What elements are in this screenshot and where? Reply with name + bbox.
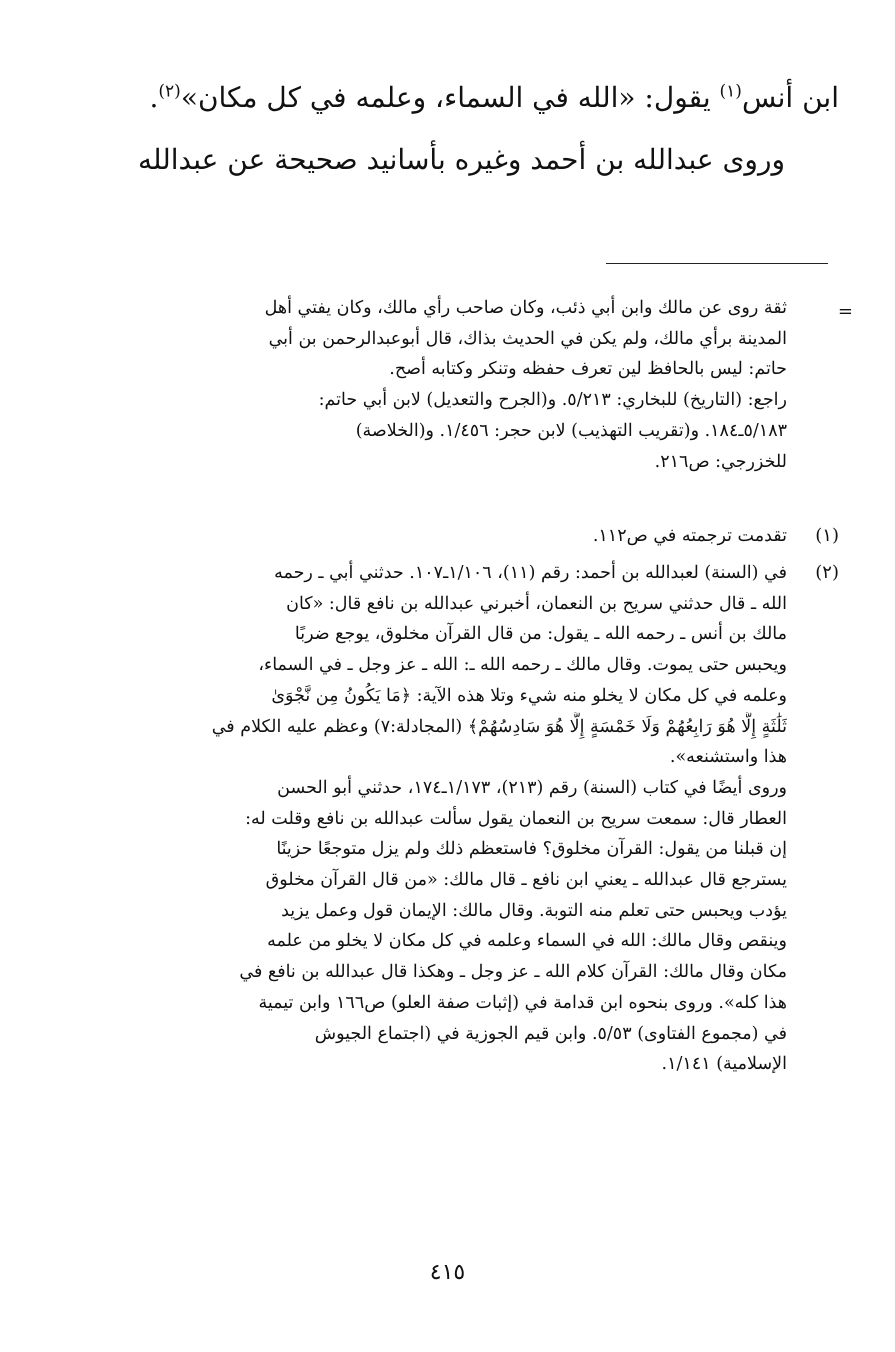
main-text-segment: يقول: «الله في السماء، وعلمه في كل مكان» bbox=[180, 81, 720, 114]
main-text-line-2: وروى عبدالله بن أحمد وغيره بأسانيد صحيحة عن عبدالله bbox=[137, 143, 785, 176]
footnote-line: المدينة برأي مالك، ولم يكن في الحديث بذاك، قال أبوعبدالرحمن بن أبي bbox=[268, 328, 787, 349]
footnote-line: ثَلَٰثَةٍ إِلَّا هُوَ رَابِعُهُمْ وَلَا خَمْسَةٍ إِلَّا هُوَ سَادِسُهُمْ﴾ (المجادلة:٧) وعظم عليه الكلام في bbox=[211, 716, 787, 737]
footnote-line: وعلمه في كل مكان لا يخلو منه شيء وتلا هذه الآية: ﴿مَا يَكُونُ مِن نَّجْوَىٰ bbox=[271, 685, 787, 706]
footnote-line: ويحبس حتى يموت. وقال مالك ـ رحمه الله ـ: الله ـ عز وجل ـ في السماء، bbox=[258, 655, 787, 676]
main-text-segment: ابن أنس bbox=[741, 81, 839, 114]
footnote-line: راجع: (التاريخ) للبخاري: ٥/٢١٣. و(الجرح والتعديل) لابن أبي حاتم: bbox=[318, 390, 787, 411]
main-text-segment: . bbox=[149, 81, 159, 114]
footnote-1 bbox=[159, 521, 787, 552]
footnote-line: ثقة روى عن مالك وابن أبي ذئب، وكان صاحب رأي مالك، وكان يفتي أهل bbox=[264, 298, 787, 318]
footnote-line: هذا واستشنعه». bbox=[669, 747, 787, 768]
footnote-line: تقدمت ترجمته في ص١١٢. bbox=[592, 526, 787, 546]
page-number: ٤١٥ bbox=[429, 1260, 466, 1285]
footnote-ref-1[interactable]: (١) bbox=[719, 81, 742, 102]
main-text-line-1 bbox=[139, 78, 839, 118]
continuation-marker: = bbox=[837, 301, 853, 322]
footnote-ref-2[interactable]: (٢) bbox=[158, 81, 181, 102]
footnote-line: إن قبلنا من يقول: القرآن مخلوق؟ فاستعظم ذلك ولم يزل متوجعًا حزينًا bbox=[276, 839, 787, 860]
footnote-continuation bbox=[159, 293, 787, 477]
footnote-separator bbox=[606, 263, 828, 264]
footnote-line: ٥/١٨٣ـ١٨٤. و(تقريب التهذيب) لابن حجر: ١/٤٥٦. و(الخلاصة) bbox=[355, 420, 787, 441]
footnote-2 bbox=[159, 558, 787, 1080]
footnote-line: مكان وقال مالك: القرآن كلام الله ـ عز وجل ـ وهكذا قال عبدالله بن نافع في bbox=[239, 962, 787, 983]
footnote-line: الإسلامية) ١/١٤١. bbox=[661, 1054, 787, 1075]
footnote-line: مالك بن أنس ـ رحمه الله ـ يقول: من قال القرآن مخلوق، يوجع ضربًا bbox=[294, 624, 787, 645]
footnote-line: الله ـ قال حدثني سريح بن النعمان، أخبرني عبدالله بن نافع قال: «كان bbox=[286, 593, 787, 614]
footnote-line: وينقص وقال مالك: الله في السماء وعلمه في كل مكان لا يخلو من علمه bbox=[267, 931, 787, 952]
footnote-line: في (مجموع الفتاوى) ٥/٥٣. وابن قيم الجوزية في (اجتماع الجيوش bbox=[314, 1023, 787, 1044]
footnote-line: يؤدب ويحبس حتى تعلم منه التوبة. وقال مالك: الإيمان قول وعمل يزيد bbox=[281, 900, 787, 921]
footnote-line: العطار قال: سمعت سريح بن النعمان يقول سألت عبدالله بن نافع وقلت له: bbox=[245, 808, 787, 829]
footnote-line: يسترجع قال عبدالله ـ يعني ابن نافع ـ قال مالك: «من قال القرآن مخلوق bbox=[265, 870, 787, 891]
footnote-line: حاتم: ليس بالحافظ لين تعرف حفظه وتنكر وكتابه أصح. bbox=[389, 359, 787, 380]
footnote-line: هذا كله». وروى بنحوه ابن قدامة في (إثبات صفة العلو) ص١٦٦ وابن تيمية bbox=[258, 992, 787, 1013]
footnote-line: في (السنة) لعبدالله بن أحمد: رقم (١١)، ١/١٠٦ـ١٠٧. حدثني أبي ـ رحمه bbox=[274, 563, 787, 583]
footnote-2-marker: (٢) bbox=[815, 562, 839, 583]
footnote-line: وروى أيضًا في كتاب (السنة) رقم (٢١٣)، ١/١٧٣ـ١٧٤، حدثني أبو الحسن bbox=[277, 777, 787, 798]
footnote-1-marker: (١) bbox=[815, 525, 839, 546]
footnote-line: للخزرجي: ص٢١٦. bbox=[654, 451, 787, 472]
